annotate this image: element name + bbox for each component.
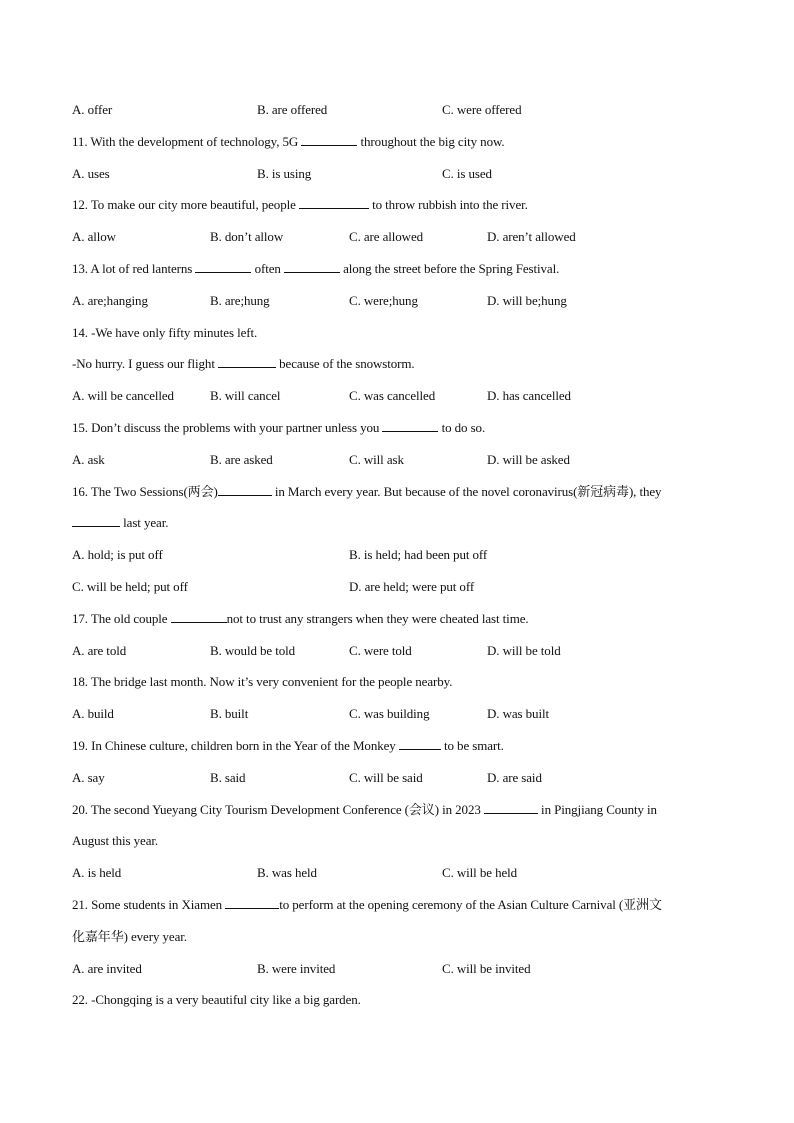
answer-blank[interactable] [382,419,438,432]
q16-stem-line1: 16. The Two Sessions(两会) in March every year. But because of the novel coronavirus(新冠病毒), they [72,483,662,499]
option-a[interactable]: A. say [72,769,105,785]
answer-blank[interactable] [299,196,369,209]
answer-blank-1[interactable] [195,260,251,273]
option-c[interactable]: C. is used [442,165,492,181]
answer-blank[interactable] [399,737,441,750]
option-a[interactable]: A. are invited [72,960,142,976]
option-b[interactable]: B. would be told [210,642,296,658]
option-a[interactable]: A. are;hanging [72,292,148,308]
option-d[interactable]: D. was built [487,706,549,722]
answer-blank[interactable] [218,355,276,368]
q12-options [72,227,724,259]
q11-options [72,164,724,196]
option-b[interactable]: B. don’t allow [210,229,284,245]
q17-options [72,641,724,673]
q19-stem: 19. In Chinese culture, children born in the Year of the Monkey to be smart. [72,737,504,753]
option-c[interactable]: C. was building [349,706,430,722]
q14-stem-line1: 14. -We have only fifty minutes left. [72,324,258,340]
option-b[interactable]: B. are;hung [210,292,270,308]
q11-stem: 11. With the development of technology, 5G throughout the big city now. [72,133,505,149]
q20-stem-line1: 20. The second Yueyang City Tourism Development Conference (会议) in 2023 in Pingjiang County in [72,801,657,817]
q21-options [72,959,724,991]
option-a[interactable]: A. hold; is put off [72,547,163,563]
option-c[interactable]: C. will be held [442,865,518,881]
q14-options [72,386,724,418]
q15-options [72,450,724,482]
option-b[interactable]: B. were invited [257,960,336,976]
q22-stem: 22. -Chongqing is a very beautiful city like a big garden. [72,992,361,1008]
q20-options [72,863,724,895]
option-d[interactable]: D. are held; were put off [349,578,475,594]
option-a[interactable]: A. ask [72,451,105,467]
option-d[interactable]: D. are said [487,769,542,785]
option-b[interactable]: B. are offered [257,102,328,117]
option-c[interactable]: C. will be said [349,769,423,785]
answer-blank[interactable] [225,896,279,909]
option-a[interactable]: A. will be cancelled [72,388,174,404]
option-b[interactable]: B. was held [257,865,317,881]
q18-options [72,704,724,736]
option-b[interactable]: B. built [210,706,249,722]
option-c[interactable]: C. was cancelled [349,388,436,404]
option-a[interactable]: A. is held [72,865,122,881]
option-d[interactable]: D. aren’t allowed [487,229,576,245]
q18-stem: 18. The bridge last month. Now it’s very convenient for the people nearby. [72,674,453,690]
option-a[interactable]: A. uses [72,165,110,181]
q15-stem: 15. Don’t discuss the problems with your partner unless you to do so. [72,419,486,435]
option-c[interactable]: C. were;hung [349,292,418,308]
answer-blank[interactable] [484,801,538,814]
option-a[interactable]: A. allow [72,229,116,245]
question-list [72,100,724,1022]
q21-stem-line1: 21. Some students in Xiamen to perform at the opening ceremony of the Asian Culture Carnival (亚洲文 [72,896,662,912]
option-c[interactable]: C. will be invited [442,960,531,976]
q16-options-row2 [72,577,724,609]
option-a[interactable]: A. build [72,706,114,722]
q13-options [72,291,724,323]
q17-stem: 17. The old couple not to trust any strangers when they were cheated last time. [72,610,529,626]
answer-blank-2[interactable] [72,514,120,527]
option-d[interactable]: D. has cancelled [487,388,571,404]
answer-blank-1[interactable] [218,483,272,496]
option-b[interactable]: B. is held; had been put off [349,547,488,563]
option-d[interactable]: D. will be asked [487,451,570,467]
option-a[interactable]: A. are told [72,642,127,658]
option-c[interactable]: C. were told [349,642,412,658]
option-d[interactable]: D. will be;hung [487,292,567,308]
option-b[interactable]: B. is using [257,165,312,181]
q21-stem-line2: 化嘉年华) every year. [72,928,187,944]
q10-options [72,100,724,132]
answer-blank[interactable] [301,133,357,146]
q16-stem-line2: last year. [72,513,724,545]
option-c[interactable]: C. will ask [349,451,404,467]
option-a[interactable]: A. offer [72,102,113,117]
option-c[interactable]: C. were offered [442,102,522,117]
option-b[interactable]: B. said [210,769,246,785]
option-d[interactable]: D. will be told [487,642,561,658]
option-b[interactable]: B. will cancel [210,388,281,404]
q19-options [72,768,724,800]
option-c[interactable]: C. are allowed [349,229,424,245]
answer-blank[interactable] [171,610,227,623]
q13-stem: 13. A lot of red lanterns often along the street before the Spring Festival. [72,260,560,276]
q14-stem-line2: -No hurry. I guess our flight because of the snowstorm. [72,356,415,372]
q12-stem: 12. To make our city more beautiful, people to throw rubbish into the river. [72,197,528,213]
q20-stem-line2: August this year. [72,833,159,849]
option-b[interactable]: B. are asked [210,451,273,467]
option-c[interactable]: C. will be held; put off [72,578,188,594]
answer-blank-2[interactable] [284,260,340,273]
q16-options-row1 [72,545,724,577]
